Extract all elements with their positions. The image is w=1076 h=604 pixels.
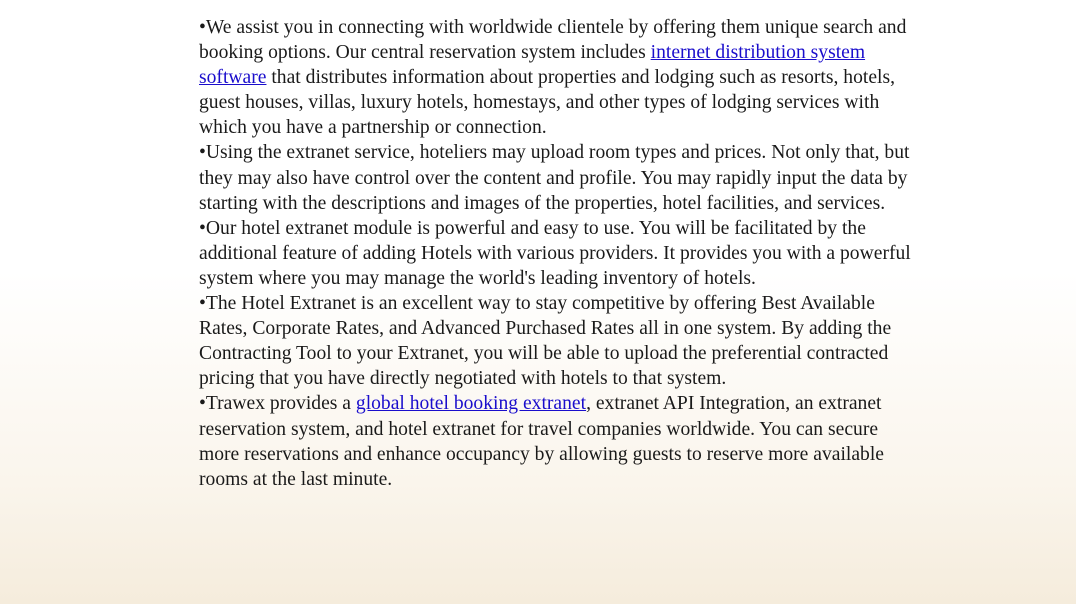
bullet-paragraph-3 [199, 216, 919, 291]
bullet-paragraph-1 [199, 15, 919, 140]
bullet-marker: • [199, 217, 206, 239]
paragraph-text-before-link: Trawex provides a [205, 393, 356, 415]
bullet-marker: • [199, 17, 206, 38]
paragraph-text: The Hotel Extranet is an excellent way to stay competitive by offering Best Available Rates, Corporate Rates, and Advanced Purchased Rates all in one system. By adding the Contracting Tool to your Extranet, you will be able to upload the preferential contracted pricing that you have directly negotiated with hotels to that system. [199, 293, 892, 390]
paragraph-text: Using the extranet service, hoteliers may upload room types and prices. Not only that, but they may also have control over the content and profile. You may rapidly input the data by starting with the descriptions and images of the properties, hotel facilities, and services. [199, 142, 910, 214]
bullet-marker: • [199, 142, 206, 164]
bullet-paragraph-5 [199, 391, 919, 491]
paragraph-text-before-link: We assist you in connecting with worldwide clientele by offering them unique search and booking options. Our central reservation system includes [199, 17, 907, 64]
paragraph-text-after-link: that distributes information about properties and lodging such as resorts, hotels, guest houses, villas, luxury hotels, homestays, and other types of lodging services with which you have a partnership or connection. [199, 67, 895, 139]
internet-distribution-system-link[interactable]: internet distribution system software [199, 42, 866, 89]
slide-body [199, 15, 919, 492]
bullet-marker: • [199, 393, 206, 415]
bullet-paragraph-4 [199, 291, 919, 391]
global-hotel-booking-extranet-link[interactable]: global hotel booking extranet [355, 393, 587, 415]
bullet-marker: • [199, 293, 206, 315]
bullet-paragraph-2 [199, 140, 919, 215]
paragraph-text-after-link: , extranet API Integration, an extranet reservation system, and hotel extranet for travel companies worldwide. You can secure more reservations and enhance occupancy by allowing guests to reserve more available rooms at the last minute. [199, 393, 884, 490]
paragraph-text: Our hotel extranet module is powerful and easy to use. You will be facilitated by the additional feature of adding Hotels with various providers. It provides you with a powerful system where you may manage the world's leading inventory of hotels. [199, 217, 911, 289]
